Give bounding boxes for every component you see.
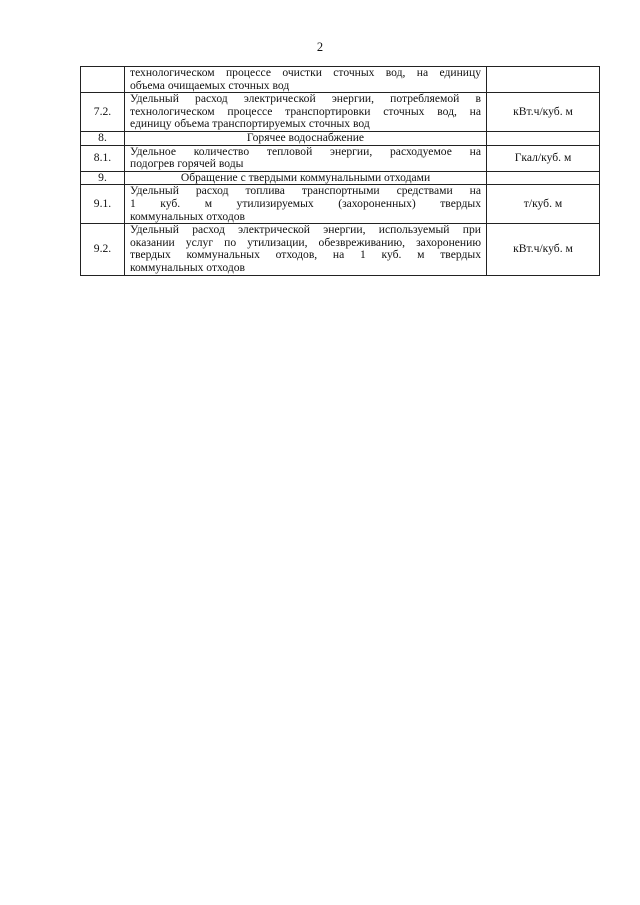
description-line: Удельный расход электрической энергии, потребляемой в bbox=[130, 92, 481, 106]
description-line: подогрев горячей воды bbox=[130, 157, 244, 171]
description-line: твердых коммунальных отходов, на 1 куб. м твердых bbox=[130, 248, 481, 262]
description-line: объема очищаемых сточных вод bbox=[130, 78, 290, 92]
row-unit: кВт.ч/куб. м bbox=[487, 93, 600, 132]
row-unit: т/куб. м bbox=[487, 185, 600, 224]
row-unit: кВт.ч/куб. м bbox=[487, 224, 600, 275]
description-line: коммунальных отходов bbox=[130, 209, 246, 223]
row-description bbox=[125, 93, 487, 132]
description-line: Удельное количество тепловой энергии, расходуемое на bbox=[130, 144, 481, 158]
description-line: 1 куб. м утилизируемых (захороненных) твердых bbox=[130, 196, 481, 210]
description-line: единицу объема транспортируемых сточных вод bbox=[130, 117, 370, 131]
row-number: 8. bbox=[81, 131, 125, 145]
table-row bbox=[81, 145, 600, 171]
description-line: технологическом процессе транспортировки сточных вод, на bbox=[130, 104, 481, 118]
row-unit bbox=[487, 67, 600, 93]
table-row bbox=[81, 185, 600, 224]
indicators-table bbox=[80, 66, 600, 276]
section-heading: Обращение с твердыми коммунальными отходами bbox=[125, 171, 487, 185]
table-row bbox=[81, 224, 600, 275]
description-line: оказании услуг по утилизации, обезвреживанию, захоронению bbox=[130, 235, 481, 249]
row-unit: Гкал/куб. м bbox=[487, 145, 600, 171]
row-number: 9. bbox=[81, 171, 125, 185]
row-number: 9.2. bbox=[81, 224, 125, 275]
table-row bbox=[81, 131, 600, 145]
row-number: 7.2. bbox=[81, 93, 125, 132]
row-description bbox=[125, 224, 487, 275]
description-line: Удельный расход топлива транспортными средствами на bbox=[130, 184, 481, 198]
row-number: 9.1. bbox=[81, 185, 125, 224]
page-number: 2 bbox=[316, 40, 324, 54]
row-number bbox=[81, 67, 125, 93]
description-line: коммунальных отходов bbox=[130, 260, 246, 274]
row-description bbox=[125, 145, 487, 171]
row-unit bbox=[487, 171, 600, 185]
description-line: технологическом процессе очистки сточных вод, на единицу bbox=[130, 66, 481, 79]
description-line: Удельный расход электрической энергии, используемый при bbox=[130, 223, 481, 237]
row-description bbox=[125, 67, 487, 93]
table-row bbox=[81, 67, 600, 93]
row-unit bbox=[487, 131, 600, 145]
row-number: 8.1. bbox=[81, 145, 125, 171]
row-description bbox=[125, 185, 487, 224]
section-heading: Горячее водоснабжение bbox=[125, 131, 487, 145]
table-row bbox=[81, 93, 600, 132]
table-row bbox=[81, 171, 600, 185]
